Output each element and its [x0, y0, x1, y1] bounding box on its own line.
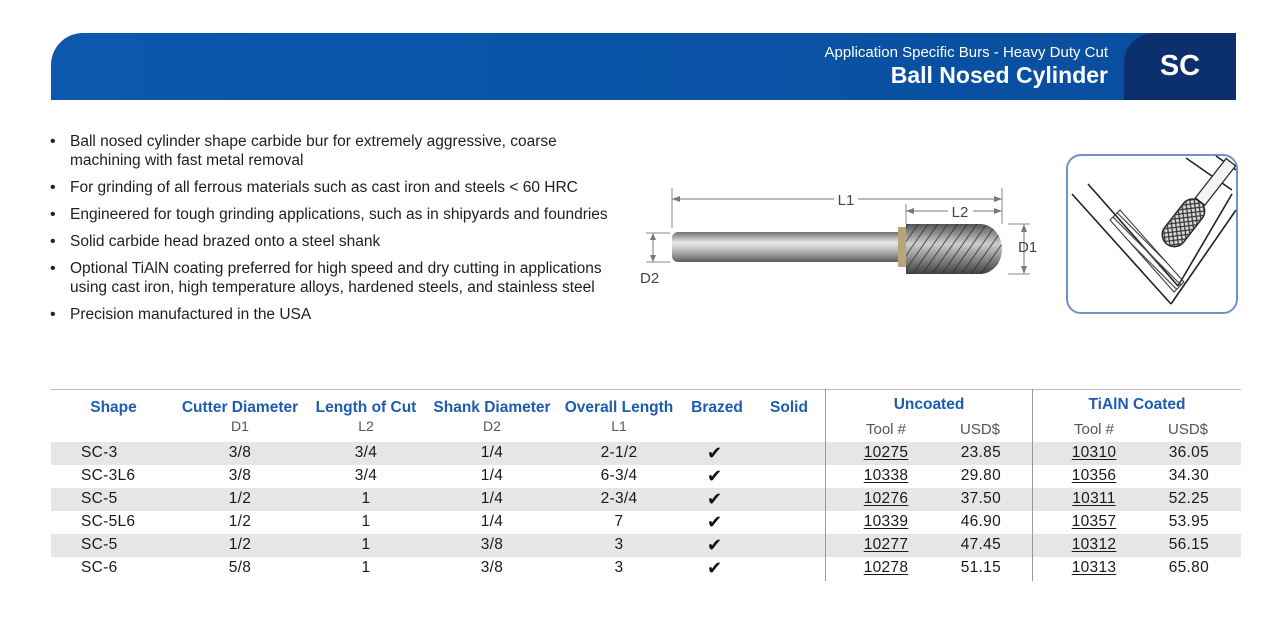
cell-tialn-tool-number: 10310 [1071, 444, 1117, 461]
cell-length-of-cut: 3/4 [354, 444, 378, 461]
cell-uncoated-price: 29.80 [960, 467, 1001, 484]
feature-item: • Ball nosed cylinder shape carbide bur for extremely aggressive, coarse machining with fast metal removal [50, 132, 610, 170]
subheader-tool-number-tialn: Tool # [1073, 421, 1115, 438]
cell-shape: SC-6 [81, 559, 118, 576]
cell-shape: SC-5L6 [81, 513, 136, 530]
header-solid: Solid [770, 399, 808, 416]
header-brazed: Brazed [691, 399, 743, 416]
cell-cutter-diameter: 1/2 [228, 536, 252, 553]
d2-label: D2 [640, 270, 660, 287]
cell-tialn-tool-number: 10313 [1071, 559, 1117, 576]
braze-collar [898, 227, 907, 267]
banner-titles [825, 43, 1108, 89]
subheader-l1: L1 [611, 418, 627, 434]
cell-tialn-tool-number: 10357 [1071, 513, 1117, 530]
subheader-usd-tialn: USD$ [1167, 421, 1208, 438]
cell-overall-length: 6-3/4 [600, 467, 638, 484]
feature-item: • Solid carbide head brazed onto a steel shank [50, 232, 610, 251]
banner-subtitle: Application Specific Burs - Heavy Duty Cut [824, 44, 1108, 61]
bur-shank [672, 232, 904, 262]
cell-length-of-cut: 1 [361, 490, 371, 507]
feature-list [50, 132, 610, 332]
cell-cutter-diameter: 1/2 [228, 513, 252, 530]
l1-label: L1 [837, 192, 855, 209]
feature-item: • Engineered for tough grinding applications, such as in shipyards and foundries [50, 205, 610, 224]
brazed-check-icon: ✔ [707, 466, 723, 486]
cell-shank-diameter: 3/8 [480, 559, 504, 576]
cell-overall-length: 3 [614, 536, 624, 553]
cell-uncoated-price: 51.15 [960, 559, 1001, 576]
cell-shape: SC-5 [81, 536, 118, 553]
cell-shank-diameter: 1/4 [480, 490, 504, 507]
cell-tialn-price: 52.25 [1168, 490, 1209, 507]
cell-shape: SC-3 [81, 444, 118, 461]
series-code-badge: SC [1124, 33, 1236, 100]
bur-dimension-drawing [636, 180, 1046, 300]
cell-uncoated-tool-number: 10276 [863, 490, 909, 507]
header-overall-length: Overall Length [564, 399, 674, 416]
cell-shank-diameter: 1/4 [480, 467, 504, 484]
cell-cutter-diameter: 3/8 [228, 467, 252, 484]
header-shank-diameter: Shank Diameter [433, 399, 551, 416]
header-tialn-coated: TiAlN Coated [1088, 396, 1186, 413]
subheader-tool-number: Tool # [865, 421, 907, 438]
cell-length-of-cut: 1 [361, 559, 371, 576]
l2-dimension [906, 204, 1002, 224]
cell-length-of-cut: 1 [361, 536, 371, 553]
cell-uncoated-price: 47.45 [960, 536, 1001, 553]
cell-tialn-price: 56.15 [1168, 536, 1209, 553]
brazed-check-icon: ✔ [707, 512, 723, 532]
cell-cutter-diameter: 3/8 [228, 444, 252, 461]
cell-length-of-cut: 1 [361, 513, 371, 530]
cell-shank-diameter: 1/4 [480, 513, 504, 530]
brazed-check-icon: ✔ [707, 443, 723, 463]
cell-cutter-diameter: 5/8 [228, 559, 252, 576]
cell-tialn-price: 36.05 [1168, 444, 1209, 461]
brazed-check-icon: ✔ [707, 535, 723, 555]
feature-item: • Optional TiAlN coating preferred for high speed and dry cutting in applications using cast iron, high temperature alloys, hardened steels, and stainless steel [50, 259, 610, 297]
header-banner [51, 33, 1236, 100]
cell-shape: SC-5 [81, 490, 118, 507]
column-divider [1032, 389, 1033, 581]
header-uncoated: Uncoated [893, 396, 965, 413]
subheader-d1: D1 [231, 418, 249, 434]
cell-tialn-price: 34.30 [1168, 467, 1209, 484]
cell-tialn-price: 53.95 [1168, 513, 1209, 530]
cell-cutter-diameter: 1/2 [228, 490, 252, 507]
cell-uncoated-tool-number: 10338 [863, 467, 909, 484]
table-top-rule [51, 389, 1241, 390]
brazed-check-icon: ✔ [707, 489, 723, 509]
application-inset [1066, 154, 1238, 314]
subheader-l2: L2 [358, 418, 374, 434]
header-shape: Shape [90, 399, 137, 416]
header-length-of-cut: Length of Cut [315, 399, 417, 416]
cell-tialn-price: 65.80 [1168, 559, 1209, 576]
feature-item: • For grinding of all ferrous materials such as cast iron and steels < 60 HRC [50, 178, 610, 197]
cell-uncoated-tool-number: 10277 [863, 536, 909, 553]
d1-dimension [1008, 224, 1037, 274]
cell-uncoated-tool-number: 10275 [863, 444, 909, 461]
cell-overall-length: 3 [614, 559, 624, 576]
d2-dimension [640, 233, 670, 287]
cell-shank-diameter: 1/4 [480, 444, 504, 461]
cell-overall-length: 2-1/2 [600, 444, 638, 461]
cell-overall-length: 2-3/4 [600, 490, 638, 507]
d1-label: D1 [1018, 239, 1038, 256]
cell-uncoated-tool-number: 10278 [863, 559, 909, 576]
l2-label: L2 [951, 204, 969, 221]
banner-title: Ball Nosed Cylinder [890, 62, 1108, 88]
product-table [51, 389, 1241, 581]
cell-tialn-tool-number: 10311 [1072, 490, 1116, 507]
subheader-usd: USD$ [959, 421, 1000, 438]
cell-uncoated-tool-number: 10339 [863, 513, 909, 530]
column-divider [825, 389, 826, 581]
cell-overall-length: 7 [614, 513, 624, 530]
cell-shank-diameter: 3/8 [480, 536, 504, 553]
feature-item: • Precision manufactured in the USA [50, 305, 610, 324]
cell-uncoated-price: 46.90 [960, 513, 1001, 530]
cell-tialn-tool-number: 10356 [1071, 467, 1117, 484]
brazed-check-icon: ✔ [707, 558, 723, 578]
cell-uncoated-price: 23.85 [960, 444, 1001, 461]
cell-length-of-cut: 3/4 [354, 467, 378, 484]
cell-shape: SC-3L6 [81, 467, 136, 484]
header-cutter-diameter: Cutter Diameter [181, 399, 299, 416]
subheader-d2: D2 [483, 418, 501, 434]
cell-tialn-tool-number: 10312 [1071, 536, 1117, 553]
cell-uncoated-price: 37.50 [960, 490, 1001, 507]
